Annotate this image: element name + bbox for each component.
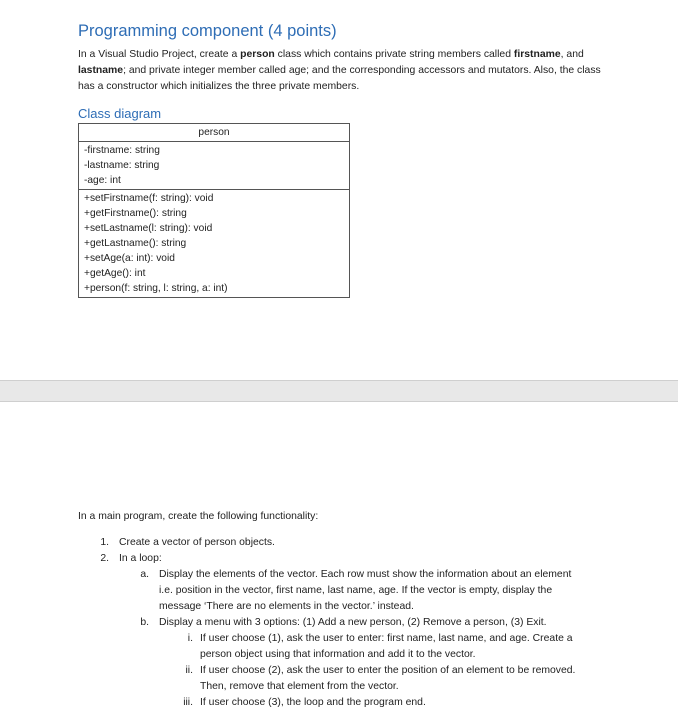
list-marker: a.	[140, 569, 149, 580]
class-diagram	[78, 123, 350, 298]
list-item	[97, 535, 617, 551]
class-diagram-heading: Class diagram	[78, 106, 162, 121]
class-diagram-methods	[79, 189, 349, 297]
intro-bold-lastname: lastname	[78, 65, 124, 76]
method-item: +getAge(): int	[84, 268, 146, 279]
method-item: +getFirstname(): string	[84, 208, 187, 219]
list-item-text: If user choose (1), ask the user to enter: first name, last name, and age. Create a person object using that information and add it to the vector.	[200, 633, 573, 660]
intro-paragraph	[78, 47, 618, 95]
attribute-item: -firstname: string	[84, 145, 160, 156]
steps-list	[97, 535, 617, 567]
intro-text-1: In a Visual Studio Project, create a	[78, 49, 241, 60]
list-item	[181, 695, 601, 711]
list-item-text: In a loop:	[119, 553, 162, 564]
intro-text-3: , and	[560, 49, 584, 60]
attribute-item: -age: int	[84, 175, 121, 186]
attribute-item: -lastname: string	[84, 160, 160, 171]
list-marker: 1.	[100, 537, 109, 548]
class-diagram-name: person	[79, 124, 349, 142]
class-diagram-attributes	[79, 142, 349, 189]
list-item-text: If user choose (3), the loop and the program end.	[200, 697, 426, 708]
main-program-intro: In a main program, create the following functionality:	[78, 511, 319, 522]
method-item: +person(f: string, l: string, a: int)	[84, 283, 228, 294]
method-item: +setAge(a: int): void	[84, 253, 175, 264]
intro-text-2: class which contains private string members called	[274, 49, 514, 60]
list-marker: ii.	[185, 665, 193, 676]
list-item-text: Display the elements of the vector. Each row must show the information about an element i.e. position in the vector, first name, last name, age. If the vector is empty, display the message ‘There are no elements in the vector.’ instead.	[159, 569, 572, 612]
method-item: +getLastname(): string	[84, 238, 187, 249]
list-item	[181, 631, 601, 663]
method-item: +setLastname(l: string): void	[84, 223, 213, 234]
intro-bold-firstname: firstname	[513, 49, 561, 60]
list-marker: i.	[187, 633, 193, 644]
list-item-text: Create a vector of person objects.	[119, 537, 275, 548]
list-marker: iii.	[183, 697, 193, 708]
intro-bold-person: person	[240, 49, 275, 60]
list-item	[181, 663, 601, 695]
document-page-2	[0, 402, 678, 717]
section-title: Programming component (4 points)	[78, 22, 337, 40]
list-item-text: Display a menu with 3 options: (1) Add a new person, (2) Remove a person, (3) Exit.	[159, 617, 547, 628]
loop-list	[135, 567, 585, 631]
menu-options-list	[181, 631, 601, 711]
intro-text-4: ; and private integer member called age; and the corresponding accessors and mutators. Also, the class has a constructor which initializes the three private members.	[78, 65, 601, 92]
list-marker: b.	[140, 617, 149, 628]
list-marker: 2.	[100, 553, 109, 564]
page-break	[0, 380, 678, 402]
list-item	[135, 615, 585, 631]
list-item	[135, 567, 585, 615]
list-item	[97, 551, 617, 567]
list-item-text: If user choose (2), ask the user to enter the position of an element to be removed. Then, remove that element from the vector.	[200, 665, 576, 692]
method-item: +setFirstname(f: string): void	[84, 193, 214, 204]
